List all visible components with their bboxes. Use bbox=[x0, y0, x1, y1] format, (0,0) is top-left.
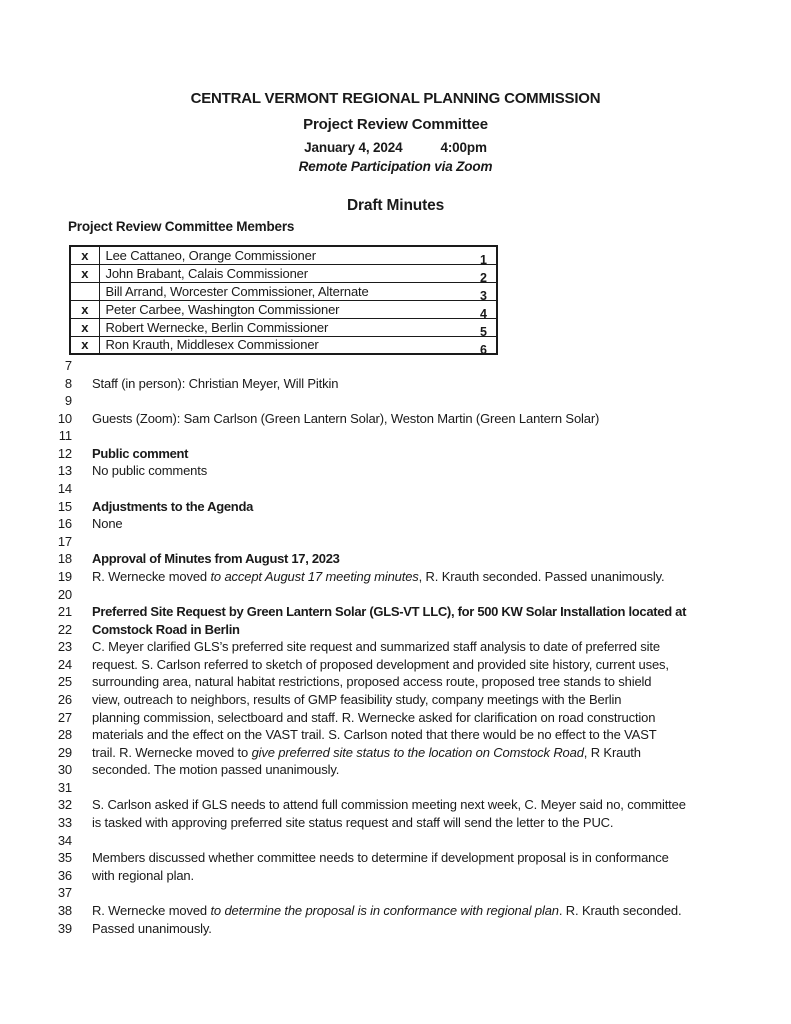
text-segment: request. S. Carlson referred to sketch of proposed development and provided site history, current uses, bbox=[92, 656, 669, 672]
text-segment: trail. R. Wernecke moved to bbox=[92, 744, 252, 760]
table-line-number: 5 bbox=[480, 325, 487, 339]
line-text bbox=[92, 621, 240, 639]
members-table-heading: Project Review Committee Members bbox=[68, 219, 295, 234]
text-segment: Passed unanimously. bbox=[92, 920, 212, 936]
table-line-number: 2 bbox=[480, 271, 487, 285]
line-number: 15 bbox=[57, 498, 72, 514]
line-number: 12 bbox=[57, 445, 72, 461]
minutes-line bbox=[0, 445, 791, 463]
line-number: 16 bbox=[57, 516, 72, 532]
line-text bbox=[92, 375, 338, 393]
minutes-line bbox=[0, 761, 791, 779]
line-text bbox=[92, 691, 621, 709]
table-line-number: 1 bbox=[480, 253, 487, 267]
text-segment: is tasked with approving preferred site status request and staff will send the letter to the PUC. bbox=[92, 815, 614, 831]
line-number: 14 bbox=[57, 481, 72, 497]
line-text bbox=[92, 410, 599, 428]
line-text bbox=[92, 462, 207, 480]
minutes-line bbox=[0, 709, 791, 727]
attendance-mark-cell: x bbox=[70, 318, 99, 336]
minutes-line bbox=[0, 796, 791, 814]
line-text bbox=[92, 744, 641, 762]
line-number: 17 bbox=[57, 533, 72, 549]
text-segment: Public comment bbox=[92, 445, 189, 461]
line-number: 23 bbox=[57, 639, 72, 655]
text-segment: Guests (Zoom): Sam Carlson (Green Lantern Solar), Weston Martin (Green Lantern Solar) bbox=[92, 410, 600, 426]
text-segment: Comstock Road in Berlin bbox=[92, 621, 240, 637]
minutes-line bbox=[0, 498, 791, 516]
line-text bbox=[92, 709, 655, 727]
minutes-line bbox=[0, 673, 791, 691]
line-number: 27 bbox=[57, 709, 72, 725]
line-text bbox=[92, 603, 686, 621]
minutes-line bbox=[0, 550, 791, 568]
minutes-line bbox=[0, 533, 791, 551]
line-text bbox=[92, 726, 657, 744]
minutes-line bbox=[0, 410, 791, 428]
minutes-line bbox=[0, 621, 791, 639]
minutes-line bbox=[0, 867, 791, 885]
minutes-line bbox=[0, 849, 791, 867]
attendance-mark-cell: x bbox=[70, 246, 99, 264]
text-segment: view, outreach to neighbors, results of GMP feasibility study, company meetings with the Berlin bbox=[92, 691, 622, 707]
minutes-line bbox=[0, 726, 791, 744]
line-number: 19 bbox=[57, 568, 72, 584]
line-text bbox=[92, 656, 669, 674]
line-text bbox=[92, 849, 669, 867]
line-number: 18 bbox=[57, 551, 72, 567]
attendance-mark-cell: x bbox=[70, 264, 99, 282]
minutes-line bbox=[0, 480, 791, 498]
minutes-line bbox=[0, 744, 791, 762]
line-number: 29 bbox=[57, 744, 72, 760]
minutes-line bbox=[0, 462, 791, 480]
line-number: 26 bbox=[57, 691, 72, 707]
line-text bbox=[92, 761, 339, 779]
draft-minutes-heading: Draft Minutes bbox=[346, 197, 445, 214]
line-number: 20 bbox=[57, 586, 72, 602]
minutes-line bbox=[0, 691, 791, 709]
member-name-cell: Robert Wernecke, Berlin Commissioner 5 bbox=[99, 318, 497, 336]
member-row bbox=[70, 336, 497, 354]
member-name-cell: Lee Cattaneo, Orange Commissioner 1 bbox=[99, 246, 497, 264]
minutes-line bbox=[0, 638, 791, 656]
line-number: 8 bbox=[64, 375, 72, 391]
text-segment: , R. Krauth seconded. Passed unanimously. bbox=[418, 568, 665, 584]
meeting-date: January 4, 2024 bbox=[304, 140, 403, 155]
text-segment: Members discussed whether committee needs to determine if development proposal is in conformance bbox=[92, 850, 669, 866]
minutes-line bbox=[0, 920, 791, 938]
text-segment: Staff (in person): Christian Meyer, Will Pitkin bbox=[92, 375, 339, 391]
line-text bbox=[92, 814, 613, 832]
attendance-mark-cell bbox=[70, 282, 99, 300]
line-number: 7 bbox=[64, 358, 72, 373]
table-line-number: 4 bbox=[480, 307, 487, 321]
minutes-line bbox=[0, 375, 791, 393]
member-row bbox=[70, 282, 497, 300]
minutes-line bbox=[0, 603, 791, 621]
minutes-line bbox=[0, 902, 791, 920]
line-number: 31 bbox=[57, 779, 72, 795]
text-segment: planning commission, selectboard and staff. R. Wernecke asked for clarification on road construction bbox=[92, 709, 656, 725]
line-number: 34 bbox=[57, 832, 72, 848]
line-number: 24 bbox=[57, 656, 72, 672]
commission-title: CENTRAL VERMONT REGIONAL PLANNING COMMISSION bbox=[190, 90, 601, 107]
attendance-mark-cell: x bbox=[70, 300, 99, 318]
document-header bbox=[0, 0, 791, 214]
text-segment: with regional plan. bbox=[92, 867, 194, 883]
line-number: 35 bbox=[57, 850, 72, 866]
line-number: 22 bbox=[57, 621, 72, 637]
text-segment: R. Wernecke moved bbox=[92, 902, 211, 918]
line-text bbox=[92, 498, 253, 516]
minutes-line bbox=[0, 832, 791, 850]
line-text bbox=[92, 673, 651, 691]
minutes-line bbox=[0, 392, 791, 410]
table-line-number: 3 bbox=[480, 289, 487, 303]
line-number: 25 bbox=[57, 674, 72, 690]
minutes-line bbox=[0, 779, 791, 797]
text-segment: . R. Krauth seconded. bbox=[558, 902, 682, 918]
text-segment: Adjustments to the Agenda bbox=[92, 498, 254, 514]
line-number: 11 bbox=[58, 428, 72, 444]
minutes-line bbox=[0, 814, 791, 832]
text-segment: No public comments bbox=[92, 463, 208, 479]
line-number: 30 bbox=[57, 762, 72, 778]
meeting-time: 4:00pm bbox=[440, 140, 487, 155]
participation-note: Remote Participation via Zoom bbox=[298, 159, 493, 174]
text-segment: , R Krauth bbox=[583, 744, 641, 760]
member-row bbox=[70, 264, 497, 282]
text-segment: R. Wernecke moved bbox=[92, 568, 211, 584]
member-row bbox=[70, 318, 497, 336]
text-segment: materials and the effect on the VAST trail. S. Carlson noted that there would be no effect to the VAST bbox=[92, 727, 657, 743]
line-number: 10 bbox=[57, 410, 72, 426]
line-number: 32 bbox=[57, 797, 72, 813]
table-line-number: 6 bbox=[480, 342, 487, 357]
meeting-dateline bbox=[0, 140, 791, 155]
line-text bbox=[92, 902, 681, 920]
line-number: 33 bbox=[57, 815, 72, 831]
line-text bbox=[92, 515, 122, 533]
text-segment: to accept August 17 meeting minutes bbox=[210, 568, 419, 584]
text-segment: seconded. The motion passed unanimously. bbox=[92, 762, 340, 778]
attendance-mark-cell: x bbox=[70, 336, 99, 354]
member-row bbox=[70, 246, 497, 264]
text-segment: S. Carlson asked if GLS needs to attend full commission meeting next week, C. Meyer said no, committee bbox=[92, 797, 686, 813]
line-number: 38 bbox=[57, 902, 72, 918]
minutes-line bbox=[0, 656, 791, 674]
line-text bbox=[92, 550, 340, 568]
line-text bbox=[92, 920, 212, 938]
member-row bbox=[70, 300, 497, 318]
line-number: 36 bbox=[57, 867, 72, 883]
line-number: 28 bbox=[57, 727, 72, 743]
line-text bbox=[92, 445, 188, 463]
member-name-cell: Bill Arrand, Worcester Commissioner, Alternate 3 bbox=[99, 282, 497, 300]
member-name-cell: John Brabant, Calais Commissioner 2 bbox=[99, 264, 497, 282]
minutes-line bbox=[0, 427, 791, 445]
committee-subtitle: Project Review Committee bbox=[303, 116, 488, 133]
text-segment: Approval of Minutes from August 17, 2023 bbox=[92, 551, 340, 567]
member-name-cell: Ron Krauth, Middlesex Commissioner 6 bbox=[99, 336, 497, 354]
members-table-body bbox=[70, 246, 497, 357]
minutes-lines bbox=[0, 357, 791, 937]
member-name-cell: Peter Carbee, Washington Commissioner 4 bbox=[99, 300, 497, 318]
line-number: 37 bbox=[57, 885, 72, 901]
minutes-line bbox=[0, 357, 791, 375]
text-segment: to determine the proposal is in conformance with regional plan bbox=[210, 902, 559, 918]
line-number: 21 bbox=[57, 604, 72, 620]
minutes-line bbox=[0, 884, 791, 902]
text-segment: Preferred Site Request by Green Lantern Solar (GLS-VT LLC), for 500 KW Solar Installation located at bbox=[92, 604, 687, 620]
line-number: 39 bbox=[57, 920, 72, 936]
members-table bbox=[69, 245, 498, 355]
line-text bbox=[92, 867, 194, 885]
text-segment: give preferred site status to the location on Comstock Road bbox=[251, 744, 584, 760]
text-segment: surrounding area, natural habitat restrictions, proposed access route, proposed tree stands to shield bbox=[92, 674, 652, 690]
minutes-line bbox=[0, 568, 791, 586]
minutes-line bbox=[0, 515, 791, 533]
line-text bbox=[92, 796, 686, 814]
minutes-line bbox=[0, 586, 791, 604]
text-segment: C. Meyer clarified GLS’s preferred site request and summarized staff analysis to date of preferred site bbox=[92, 639, 660, 655]
line-number: 13 bbox=[57, 463, 72, 479]
text-segment: None bbox=[92, 516, 123, 532]
line-text bbox=[92, 638, 660, 656]
line-number: 9 bbox=[64, 393, 72, 409]
line-text bbox=[92, 568, 664, 586]
